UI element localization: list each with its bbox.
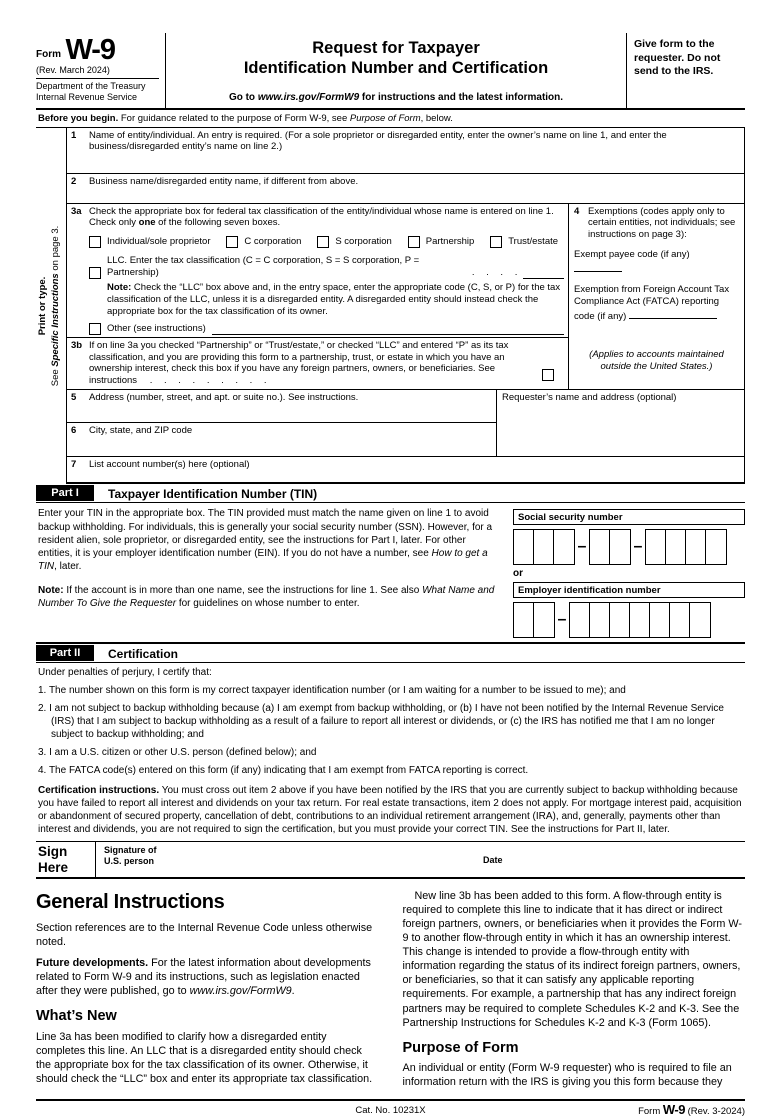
part1-header-bar [36, 484, 745, 503]
future-developments-paragraph [36, 956, 379, 998]
line6-number: 6 [71, 425, 77, 437]
form-title-line2: Identification Number and Certification [243, 58, 549, 77]
part2-body [36, 663, 745, 842]
future-developments-url[interactable]: www.irs.gov/FormW9 [189, 985, 292, 998]
certification-item-4: 4. The FATCA code(s) entered on this form (if any) indicating that I am exempt from FATCA reporting is correct. [38, 765, 529, 777]
line3a-number: 3a [71, 205, 82, 217]
ssn-group3[interactable] [645, 529, 727, 565]
page-footer [36, 1099, 745, 1117]
line3a-label-one: one [138, 217, 156, 229]
individual-label: Individual/sole proprietor [107, 236, 211, 248]
partnership-checkbox-icon[interactable] [408, 236, 420, 248]
print-or-type-line2 [50, 226, 63, 387]
exempt-payee-row [574, 249, 739, 276]
other-entry-line[interactable] [212, 324, 564, 335]
ein-digit-box[interactable] [534, 603, 554, 637]
sidebar-specific-instructions: Specific Instructions [49, 273, 61, 367]
other-checkbox-icon[interactable] [89, 323, 101, 335]
line5-number: 5 [71, 392, 77, 404]
here-word: Here [38, 859, 69, 875]
line1-label: Name of entity/individual. An entry is required. (For a sole proprietor or disregarded entity, enter the owner’s name on line 1, and enter the business/disregarded entity’s name on line 2.) [89, 129, 667, 153]
sidebar-page3: on page 3. [49, 225, 61, 274]
future-developments-text: For the latest information about developments related to Form W-9 and its instructions, such as legislation enacted after they were published, go to [36, 957, 371, 998]
date-label: Date [483, 855, 503, 866]
individual-checkbox-icon[interactable] [89, 236, 101, 248]
line2-number: 2 [71, 175, 77, 187]
print-or-type-line1: Print or type. [36, 276, 48, 336]
line6-label: City, state, and ZIP code [89, 425, 193, 437]
llc-classification-entry[interactable] [523, 268, 564, 279]
sign-here-label [36, 842, 96, 877]
ein-digit-box[interactable] [630, 603, 650, 637]
line3b-number: 3b [71, 339, 83, 351]
part1-note-b: for guidelines on whose number to enter. [176, 598, 360, 609]
ein-digit-box[interactable] [690, 603, 710, 637]
line3b-new-paragraph: New line 3b has been added to this form. A flow-through entity is required to complete this line to indicate that it has direct or indirect foreign partners, owners, or beneficiaries when it provides the Form W-9 to another flow-through entity in which it has an ownership interest. This change is intended to provide a flow-through entity with information regarding the status of its indirect foreign partners, owners, or beneficiaries, so that it can satisfy any applicable reporting requirements. For example, a partnership that has any indirect foreign partners may be required to complete Schedules K-2 and K-3. See the Partnership Instructions for Schedules K-2 and K-3 (Form 1065). [402, 890, 742, 1029]
agency-line: Internal Revenue Service [36, 92, 138, 103]
ein-digit-box[interactable] [514, 603, 534, 637]
line5-address-field[interactable] [67, 390, 496, 423]
certification-item-2: 2. I am not subject to backup withholding because (a) I am exempt from backup withholding, or (b) I have not been notified by the Internal Revenue Service (IRS) that I am subject to backup withholding as a result of a failure to report all interest or dividends, or (c) the IRS has notified me that I am no longer subject to backup withholding; and [38, 703, 724, 741]
ssn-group1[interactable] [513, 529, 575, 565]
ein-digit-box[interactable] [650, 603, 670, 637]
line3-group [67, 204, 744, 391]
form-number-block [36, 34, 159, 66]
line3a-label-a: Check the appropriate box for federal tax classification of the entity/individual whose name is entered on line 1. Check only [89, 205, 554, 229]
w9-form-page [36, 33, 745, 1117]
ein-digit-box[interactable] [570, 603, 590, 637]
other-row [89, 323, 564, 335]
catalog-number: Cat. No. 10231X [355, 1105, 426, 1117]
part1-p1-a: Enter your TIN in the appropriate box. The TIN provided must match the name given on line 1 to avoid backup withholding. For individuals, this is generally your social security number (SSN). However, for a resident alien, sole proprietor, or disregarded entity, see the instructions for Part I, later. For other entities, it is your employer identification number (EIN). If you do not have a number, see [38, 508, 493, 560]
before-begin-note [36, 110, 745, 128]
line3b-content [89, 340, 564, 388]
ein-dash: – [557, 611, 567, 629]
print-or-type-sidebar [36, 128, 66, 485]
part2-label: Part II [36, 645, 94, 661]
ein-boxes-row [513, 602, 745, 638]
ssn-label-box: Social security number [513, 509, 745, 525]
ein-digit-box[interactable] [590, 603, 610, 637]
ssn-digit-box[interactable] [610, 530, 630, 564]
classification-checkbox-row [89, 236, 564, 248]
partnership-label: Partnership [425, 236, 475, 248]
footer-form-id [638, 1102, 745, 1117]
line3b-dot-leaders: . . . . . . . . . [149, 375, 267, 387]
sidebar-see: See [49, 366, 61, 387]
ssn-digit-box[interactable] [590, 530, 610, 564]
llc-note-text: Check the “LLC” box above and, in the entry space, enter the appropriate code (C, S, or P) for the tax classification of the LLC, unless it is a disregarded entity. A disregarded entity should instead check the appropriate box for the tax classification of its owner. [107, 282, 561, 317]
part1-note-bold: Note: [38, 584, 64, 596]
line7-number: 7 [71, 459, 77, 471]
line3b-text: If on line 3a you checked “Partnership” or “Trust/estate,” or checked “LLC” and entered “P” as its tax classification, and you are providing this form to a partnership, trust, or estate in which you have an ownership interest, check this box if you have any foreign partners, owners, or beneficiaries. See instructions [89, 339, 509, 387]
signature-of-line2: U.S. person [104, 856, 155, 867]
line4-exemptions-cell [568, 204, 744, 390]
ssn-digit-box[interactable] [706, 530, 726, 564]
ssn-dash: – [633, 538, 643, 556]
line4-label: Exemptions (codes apply only to certain entities, not individuals; see instructions on page 3): [588, 205, 736, 241]
footer-form-word: Form [638, 1106, 661, 1117]
certification-intro: Under penalties of perjury, I certify that: [38, 667, 212, 679]
line7-label: List account number(s) here (optional) [89, 459, 250, 471]
subtitle-prefix: Go to [228, 91, 258, 103]
ein-group2[interactable] [569, 602, 711, 638]
form-number: W-9 [65, 34, 116, 66]
cert-instructions-bold: Certification instructions. [38, 785, 160, 797]
or-label: or [513, 568, 523, 580]
form-header [36, 33, 745, 110]
before-begin-bold: Before you begin. [38, 112, 119, 124]
general-instructions-section [36, 889, 745, 1096]
part1-body [36, 503, 745, 644]
signature-of-line1: Signature of [104, 845, 157, 856]
ssn-digit-box[interactable] [554, 530, 574, 564]
ssn-group2[interactable] [589, 529, 631, 565]
part1-paragraph [38, 507, 503, 573]
purpose-of-form-paragraph: An individual or entity (Form W-9 requester) who is required to file an information return with the IRS is giving you this form because they [402, 1062, 732, 1089]
other-label: Other (see instructions) [107, 322, 206, 334]
line3a-content [89, 206, 564, 335]
date-input-area[interactable] [483, 842, 745, 877]
ein-label-box: Employer identification number [513, 582, 745, 598]
tin-entry-column [513, 507, 745, 638]
part1-title: Taxpayer Identification Number (TIN) [108, 486, 318, 501]
part1-p1-b: , later. [54, 561, 82, 573]
ssn-dash: – [577, 538, 587, 556]
entry-grid [66, 128, 745, 485]
line3a-label [89, 206, 564, 230]
certification-instructions [38, 784, 745, 836]
exempt-payee-label: Exempt payee code (if any) [574, 249, 690, 261]
department-line: Department of the Treasury [36, 81, 146, 92]
part2-title: Certification [108, 646, 179, 661]
checkbox-c-corporation[interactable] [226, 236, 301, 248]
exempt-payee-entry[interactable] [574, 261, 622, 272]
line3a-classification-cell [67, 204, 568, 338]
ssn-digit-box[interactable] [686, 530, 706, 564]
line4-number: 4 [574, 205, 580, 217]
line6-city-field[interactable] [67, 423, 496, 456]
certification-item-3: 3. I am a U.S. citizen or other U.S. person (defined below); and [38, 747, 317, 759]
part1-p1-italic: How to get a TIN [38, 548, 488, 573]
footer-form-number: W-9 [662, 1102, 685, 1117]
line2-business-name-field[interactable] [67, 174, 744, 204]
before-begin-italic: Purpose of Form [349, 112, 421, 124]
form-revision: (Rev. March 2024) [36, 65, 110, 76]
line56-left-column [67, 390, 496, 456]
requester-label: Requester’s name and address (optional) [502, 392, 677, 404]
whats-new-paragraph: Line 3a has been modified to clarify how a disregarded entity completes this line. An LLC that is a disregarded entity should check the appropriate box for the tax classification of its owner. Otherwise, it should check the “LLC” box and enter its appropriate tax classification. [36, 1031, 373, 1086]
c-corp-label: C corporation [244, 236, 302, 248]
form-url-link[interactable]: www.irs.gov/FormW9 [257, 91, 360, 103]
foreign-partners-checkbox-icon[interactable] [542, 369, 554, 381]
line3-left-column [67, 204, 568, 390]
checkbox-partnership[interactable] [408, 236, 475, 248]
requester-name-field[interactable] [496, 390, 744, 456]
ssn-boxes-row [513, 529, 745, 565]
llc-note-bold: Note: [107, 282, 132, 294]
line1-number: 1 [71, 129, 77, 141]
general-instructions-title: General Instructions [36, 891, 225, 914]
ssn-digit-box[interactable] [666, 530, 686, 564]
part1-note-italic: What Name and Number To Give the Requester [38, 584, 495, 609]
ein-digit-box[interactable] [610, 603, 630, 637]
form-subtitle [176, 92, 616, 105]
line1-name-field[interactable] [67, 128, 744, 174]
instructions-left-column [36, 889, 391, 1096]
line7-account-numbers-field[interactable] [67, 457, 744, 484]
footer-revision: (Rev. 3-2024) [687, 1106, 745, 1117]
ssn-digit-box[interactable] [534, 530, 554, 564]
part1-note [38, 584, 503, 611]
applies-note: (Applies to accounts maintained outside the United States.) [589, 349, 724, 373]
purpose-of-form-title: Purpose of Form [402, 1039, 519, 1056]
ssn-digit-box[interactable] [646, 530, 666, 564]
form-identity-block [36, 33, 166, 108]
fatca-code-entry[interactable] [629, 308, 717, 319]
line4-label-row [574, 206, 739, 242]
certification-item-1: 1. The number shown on this form is my correct taxpayer identification number (or I am waiting for a number to be issued to me); and [38, 685, 626, 697]
part1-instructions [38, 507, 513, 638]
cert-instructions-text: You must cross out item 2 above if you have been notified by the IRS that you are currently subject to backup withholding because you have failed to report all interest and dividends on your tax return. For real estate transactions, item 2 does not apply. For mortgage interest paid, acquisition or abandonment of secured property, cancellation of debt, contributions to an individual retirement arrangement (IRA), and, generally, payments other than interest and dividends, you are not required to sign the certification, but you must provide your correct TIN. See the instructions for Part II, later. [38, 785, 742, 836]
signature-section [36, 842, 745, 879]
fatca-label: Exemption from Foreign Account Tax Compliance Act (FATCA) reporting code (if any) [574, 283, 730, 322]
form-title [176, 39, 616, 79]
future-developments-bold: Future developments. [36, 957, 149, 970]
ssn-digit-box[interactable] [514, 530, 534, 564]
department-block [36, 78, 159, 104]
whats-new-title: What’s New [36, 1008, 117, 1025]
s-corp-checkbox-icon[interactable] [317, 236, 329, 248]
line56-group [67, 390, 744, 457]
llc-dot-leaders: . . . . [471, 267, 518, 279]
signature-of-label [96, 842, 186, 877]
part1-label: Part I [36, 485, 94, 501]
instructions-right-column [391, 889, 746, 1096]
form-title-block [166, 33, 627, 108]
c-corp-checkbox-icon[interactable] [226, 236, 238, 248]
checkbox-individual[interactable] [89, 236, 211, 248]
llc-label: LLC. Enter the tax classification (C = C corporation, S = S corporation, P = Partnership) [107, 255, 420, 279]
future-developments-end: . [291, 985, 295, 998]
llc-row [89, 255, 564, 279]
trust-estate-checkbox-icon[interactable] [490, 236, 502, 248]
part1-note-a: If the account is in more than one name, see the instructions for line 1. See also [63, 584, 423, 596]
before-begin-end: , below. [420, 112, 453, 124]
subtitle-suffix: for instructions and the latest information. [359, 91, 564, 103]
section-references-paragraph: Section references are to the Internal Revenue Code unless otherwise noted. [36, 922, 373, 949]
line2-label: Business name/disregarded entity name, if different from above. [89, 175, 359, 187]
give-form-note: Give form to the requester. Do not send to the IRS. [634, 38, 721, 78]
sign-word: Sign [38, 844, 68, 860]
ein-group1[interactable] [513, 602, 555, 638]
print-or-type-text [37, 226, 63, 387]
fatca-row [574, 284, 739, 323]
llc-checkbox-icon[interactable] [89, 267, 101, 279]
s-corp-label: S corporation [335, 236, 392, 248]
llc-note [107, 282, 564, 318]
ein-digit-box[interactable] [670, 603, 690, 637]
trust-estate-label: Trust/estate [508, 236, 559, 248]
line5-label: Address (number, street, and apt. or suite no.). See instructions. [89, 392, 359, 404]
line3b-foreign-partners-cell [67, 338, 568, 390]
entry-section [36, 128, 745, 485]
part2-header-bar [36, 644, 745, 663]
checkbox-s-corporation[interactable] [317, 236, 392, 248]
signature-input-area[interactable] [186, 842, 483, 877]
form-word: Form [36, 49, 61, 60]
form-title-line1: Request for Taxpayer [312, 39, 480, 57]
before-begin-mid: For guidance related to the purpose of Form W-9, see [118, 112, 350, 124]
line3a-label-b: of the following seven boxes. [155, 217, 281, 229]
checkbox-trust-estate[interactable] [490, 236, 558, 248]
